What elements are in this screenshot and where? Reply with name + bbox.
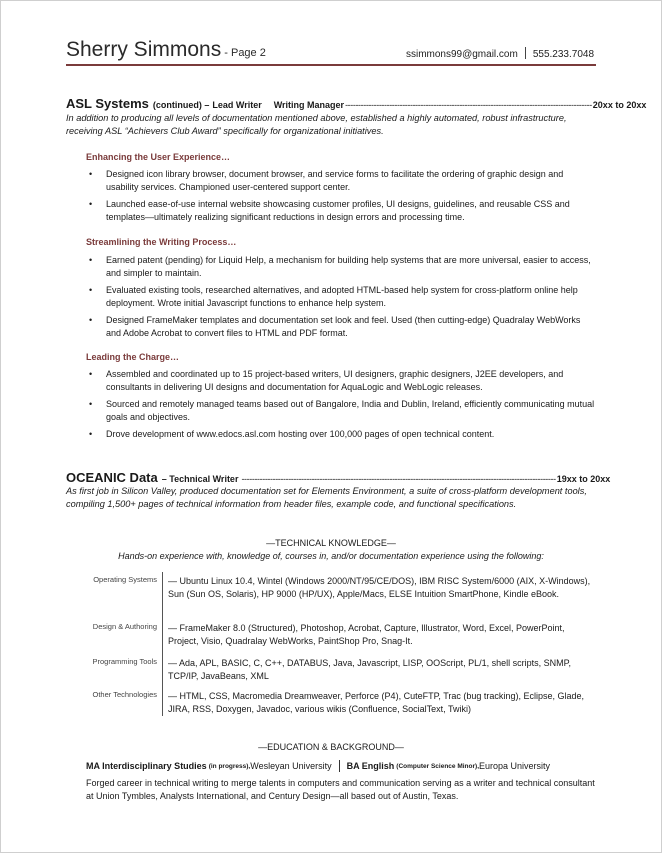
resume-name: Sherry Simmons - Page 2 bbox=[66, 38, 266, 61]
job-dates: 19xx to 20xx bbox=[556, 474, 611, 484]
leader-dots: ------------------------------------------------------------------------------------------------------------------------- bbox=[241, 474, 556, 484]
job-summary: In addition to producing all levels of documentation mentioned above, established a highly automated, robust infrastructure, receiving ASL “Achievers Club Award” specifically for organizational initiatives. bbox=[66, 113, 567, 136]
section-heading: Streamlining the Writing Process… bbox=[86, 237, 237, 247]
company-note: (continued) – bbox=[152, 100, 210, 110]
section-heading: Leading the Charge… bbox=[86, 352, 180, 362]
list-item: • Sourced and remotely managed teams based out of Bangalore, India and Dublin, Ireland, efficiently communicating mutual goals and objectives. bbox=[86, 398, 596, 423]
category-label: Operating Systems bbox=[93, 575, 157, 584]
divider bbox=[162, 572, 163, 716]
email-text: ssimmons99@gmail.com bbox=[405, 49, 518, 60]
technical-title: —TECHNICAL KNOWLEDGE— bbox=[266, 538, 396, 548]
education-title: —EDUCATION & BACKGROUND— bbox=[258, 742, 404, 752]
divider bbox=[525, 47, 526, 59]
page-label: - Page 2 bbox=[221, 47, 266, 59]
category-text: — Ubuntu Linux 10.4, Wintel (Windows 2000/NT/95/CE/DOS), IBM RISC System/6000 (AIX, X-Windows), Sun (Sun OS, Solaris), HP 9000 (HP/UX), Apple/Macs, ELSE Intuition SmartPhone, Kindle eBook. bbox=[168, 576, 591, 599]
degree-note: (in progress), bbox=[208, 762, 251, 770]
job-role: Writing Manager bbox=[273, 100, 345, 110]
school-name: Wesleyan University bbox=[250, 761, 332, 771]
job-dates: 20xx to 20xx bbox=[592, 100, 647, 110]
list-item: • Assembled and coordinated up to 15 project-based writers, UI designers, graphic designers, J2EE developers, and consultants in delivering UI designs and documentation for AquaLogic and WebLogic releases. bbox=[86, 368, 596, 393]
school-name: Europa University bbox=[479, 761, 551, 771]
category-text: — FrameMaker 8.0 (Structured), Photoshop, Acrobat, Capture, Illustrator, Word, Excel, PowerPoint, Project, Visio, Quadralay WebWorks, PaintShop Pro, Snag-It. bbox=[168, 623, 565, 646]
category-label: Design & Authoring bbox=[92, 622, 157, 631]
phone-text: 555.233.7048 bbox=[532, 49, 594, 60]
category-label: Other Technologies bbox=[92, 690, 157, 699]
job-heading-oceanic bbox=[66, 470, 611, 485]
technical-intro: Hands-on experience with, knowledge of, courses in, and/or documentation experience using the following: bbox=[118, 551, 544, 561]
background-text: Forged career in technical writing to merge talents in computers and communication serving as a writer and technical consultant at Union Tymbles, Analysts International, and Century Design—all based out of Austin, Texas. bbox=[86, 778, 595, 801]
bullet-list bbox=[86, 168, 596, 228]
list-item: • Earned patent (pending) for Liquid Help, a mechanism for building help systems that are more universal, easier to access, and simpler to maintain. bbox=[86, 254, 596, 279]
job-role: Lead Writer bbox=[212, 100, 262, 110]
list-item: • Drove development of www.edocs.asl.com hosting over 100,000 pages of open technical content. bbox=[86, 428, 596, 441]
header-rule bbox=[66, 64, 596, 66]
category-label: Programming Tools bbox=[92, 657, 157, 666]
degree-note: (Computer Science Minor), bbox=[396, 762, 480, 770]
list-item: • Designed FrameMaker templates and documentation set look and feel. Used (then cutting-edge) Quadralay WebWorks and Adobe Acrobat to convert files to HTML and PDF format. bbox=[86, 314, 596, 339]
leader-dots: ----------------------------------------------------------------------------------------------- bbox=[345, 100, 592, 110]
divider bbox=[339, 760, 340, 772]
company-name: ASL Systems bbox=[66, 96, 149, 111]
degree-name: BA English bbox=[346, 761, 395, 771]
job-heading-asl bbox=[66, 96, 647, 111]
bullet-list bbox=[86, 254, 596, 344]
list-item: • Launched ease-of-use internal website showcasing customer profiles, UI designs, guidelines, and reusable CSS and templates—ultimately realizing significant reductions in design errors and processing time. bbox=[86, 198, 596, 223]
category-text: — HTML, CSS, Macromedia Dreamweaver, Perforce (P4), CuteFTP, Trac (bug tracking), Eclipse, Glade, JIRA, RSS, Doxygen, Javadoc, various wikis (Confluence, SocialText, Twiki) bbox=[168, 691, 584, 714]
list-item: • Designed icon library browser, document browser, and service forms to facilitate the ordering of graphic design and usability services. Championed user-centered support center. bbox=[86, 168, 596, 193]
degree-name: MA Interdisciplinary Studies bbox=[86, 761, 207, 771]
job-role: – Technical Writer bbox=[161, 474, 239, 484]
section-heading: Enhancing the User Experience… bbox=[86, 152, 231, 162]
contact-info bbox=[406, 47, 594, 60]
degrees-line bbox=[86, 760, 550, 772]
bullet-list bbox=[86, 368, 596, 446]
company-name: OCEANIC Data bbox=[66, 470, 158, 485]
category-text: — Ada, APL, BASIC, C, C++, DATABUS, Java, Javascript, LISP, OOScript, PL/1, shell scripts, SNMP, TCP/IP, JavaBeans, XML bbox=[168, 658, 571, 681]
job-summary: As first job in Silicon Valley, produced documentation set for Elements Environment, a suite of cross-platform development tools, compiling 1,500+ pages of technical information from header files, example code, and functional specifications. bbox=[66, 486, 587, 509]
list-item: • Evaluated existing tools, researched alternatives, and adopted HTML-based help system for cross-platform online help deployment. Wrote initial Javascript functions to enhance help system. bbox=[86, 284, 596, 309]
